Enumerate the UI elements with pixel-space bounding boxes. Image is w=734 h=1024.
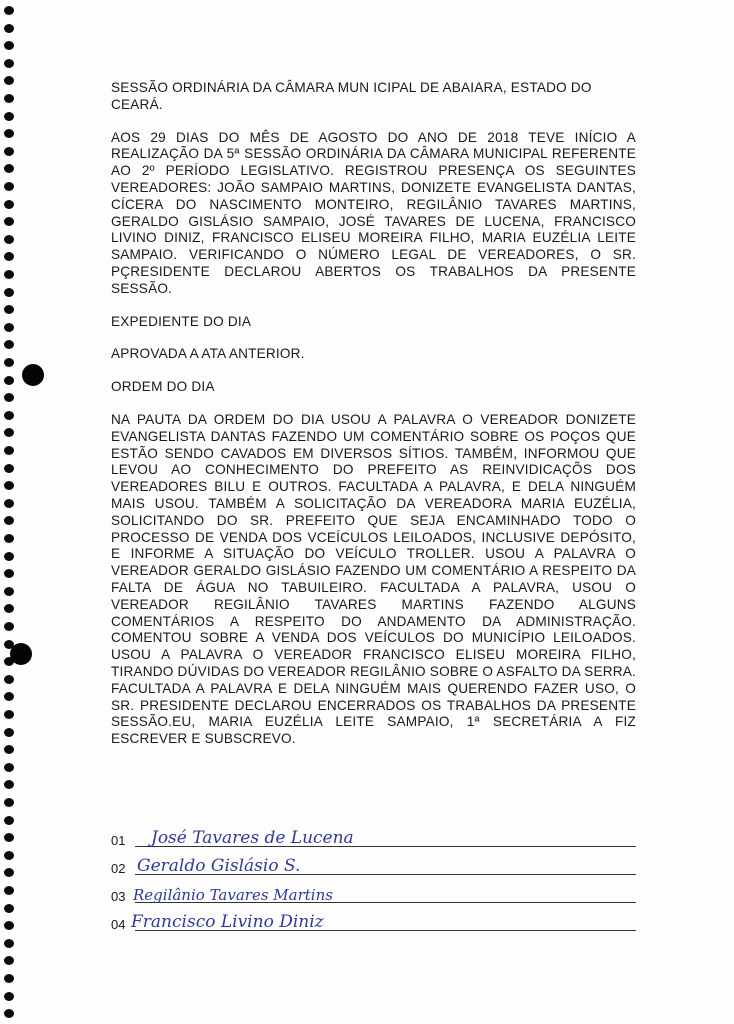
perforation-hole: [4, 868, 14, 877]
perforation-hole: [4, 112, 14, 121]
perforation-hole: [4, 76, 14, 85]
perforation-hole: [4, 428, 14, 437]
perforation-hole: [4, 217, 14, 226]
handwritten-signature: José Tavares de Lucena: [151, 828, 354, 848]
signature-row: [111, 906, 636, 934]
perforation-hole: [4, 182, 14, 191]
perforation-hole: [4, 728, 14, 737]
perforation-hole: [4, 358, 14, 367]
perforation-hole: [4, 499, 14, 508]
perforation-hole: [4, 956, 14, 965]
perforation-hole: [4, 252, 14, 261]
signature-number: 02: [111, 861, 126, 876]
perforation-hole: [4, 921, 14, 930]
perforation-hole: [4, 323, 14, 332]
perforation-hole: [4, 534, 14, 543]
perforation-hole: [4, 1009, 14, 1018]
signature-row: [111, 822, 636, 850]
expediente-heading: EXPEDIENTE DO DIA: [111, 313, 252, 329]
perforation-hole: [4, 992, 14, 1001]
document-body: [111, 80, 636, 764]
perforation-hole: [4, 816, 14, 825]
perforation-hole: [4, 763, 14, 772]
perforation-hole: [4, 851, 14, 860]
document-title: SESSÃO ORDINÁRIA DA CÂMARA MUN ICIPAL DE ABAIARA, ESTADO DO CEARÁ.: [111, 80, 592, 112]
perforation-hole: [4, 904, 14, 913]
perforation-hole: [4, 464, 14, 473]
signature-row: [111, 878, 636, 906]
perforation-hole: [4, 569, 14, 578]
perforation-hole: [4, 833, 14, 842]
signature-block: [111, 822, 636, 934]
perforation-hole: [4, 692, 14, 701]
perforation-hole: [4, 288, 14, 297]
perforation-hole: [4, 41, 14, 50]
handwritten-signature: Geraldo Gislásio S.: [137, 856, 301, 876]
signature-row: [111, 850, 636, 878]
perforation-hole: [4, 675, 14, 684]
perforation-hole: [4, 481, 14, 490]
perforation-hole: [4, 622, 14, 631]
perforation-hole: [4, 305, 14, 314]
signature-number: 01: [111, 833, 126, 848]
handwritten-signature: Francisco Livino Diniz: [131, 912, 324, 932]
perforation-hole: [4, 745, 14, 754]
signature-number: 04: [111, 917, 126, 932]
perforation-hole: [4, 200, 14, 209]
perforation-hole: [4, 340, 14, 349]
perforation-hole: [4, 6, 14, 15]
ordem-heading: ORDEM DO DIA: [111, 379, 215, 395]
perforation-hole: [4, 376, 14, 385]
perforation-hole: [4, 411, 14, 420]
perforation-hole: [4, 798, 14, 807]
perforation-hole: [4, 974, 14, 983]
perforation-hole: [4, 270, 14, 279]
perforation-hole: [4, 710, 14, 719]
perforation-hole: [4, 516, 14, 525]
perforation-hole: [4, 24, 14, 33]
perforation-hole: [4, 59, 14, 68]
signature-number: 03: [111, 889, 126, 904]
perforation-hole: [4, 886, 14, 895]
perforation-hole: [4, 604, 14, 613]
perforation-hole: [4, 164, 14, 173]
perforation-hole: [4, 587, 14, 596]
perforation-hole: [4, 780, 14, 789]
ordem-paragraph: NA PAUTA DA ORDEM DO DIA USOU A PALAVRA O VEREADOR DONIZETE EVANGELISTA DANTAS FAZENDO UM COMENTÁRIO SOBRE OS POÇOS QUE ESTÃO SENDO CAVADOS EM DIVERSOS SÍTIOS. TAMBÉM, INFORMOU QUE LEVOU AO CONHECIMENTO DO PREFEITO AS REINVIDICAÇÕS DOS VEREADORES BILU E OUTROS. FACULTADA A PALAVRA, E DELA NINGUÉM MAIS USOU. TAMBÉM A SOLICITAÇÃO DA VEREADORA MARIA EUZÉLIA, SOLICITANDO DO SR. PREFEITO QUE SEJA ENCAMINHADO TODO O PROCESSO DE VENDA DOS VCEÍCULOS LEILOADOS, INCLUSIVE DEPÓSITO, E INFORME A SITUAÇÃO DO VEÍCULO TROLLER. USOU A PALAVRA O VEREADOR GERALDO GISLÁSIO FAZENDO UM COMENTÁRIO A RESPEITO DA FALTA DE ÁGUA NO TABUILEIRO. FACULTADA A PALAVRA, USOU O VEREADOR REGILÂNIO TAVARES MARTINS FAZENDO ALGUNS COMENTÁRIOS A RESPEITO DO ANDAMENTO DA ADMINISTRAÇÃO. COMENTOU SOBRE A VENDA DOS VEÍCULOS DO MUNICÍPIO LEILOADOS. USOU A PALAVRA O VEREADOR FRANCISCO ELISEU MOREIRA FILHO, TIRANDO DÚVIDAS DO VEREADOR REGILÂNIO SOBRE O ASFALTO DA SERRA. FACULTADA A PALAVRA E DELA NINGUÉM MAIS QUERENDO FAZER USO, O SR. PRESIDENTE DECLAROU ENCERRADOS OS TRABALHOS DA PRESENTE SESSÃO.EU, MARIA EUZÉLIA LEITE SAMPAIO, 1ª SECRETÁRIA A FIZ ESCREVER E SUBSCREVO.: [111, 411, 636, 747]
perforation-hole: [4, 939, 14, 948]
opening-paragraph: AOS 29 DIAS DO MÊS DE AGOSTO DO ANO DE 2018 TEVE INÍCIO A REALIZAÇÃO DA 5ª SESSÃO ORDINÁRIA DA CÂMARA MUNICIPAL REFERENTE AO 2º PERÍODO LEGISLATIVO. REGISTROU PRESENÇA OS SEGUINTES VEREADORES: JOÃO SAMPAIO MARTINS, DONIZETE EVANGELISTA DANTAS, CÍCERA DO NASCIMENTO MONTEIRO, REGILÂNIO TAVARES MARTINS, GERALDO GISLÁSIO SAMPAIO, JOSÉ TAVARES DE LUCENA, FRANCISCO LIVINO DINIZ, FRANCISCO ELISEU MOREIRA FILHO, MARIA EUZÉLIA LEITE SAMPAIO. VERIFICANDO O NÚMERO LEGAL DE VEREADORES, O SR. PÇRESIDENTE DECLAROU ABERTOS OS TRABALHOS DA PRESENTE SESSÃO.: [111, 129, 636, 296]
binder-hole-bottom: [10, 643, 32, 665]
binder-hole-top: [22, 364, 44, 386]
ata-line: APROVADA A ATA ANTERIOR.: [111, 346, 305, 362]
perforation-hole: [4, 552, 14, 561]
perforation-hole: [4, 147, 14, 156]
perforation-strip: [0, 0, 22, 1024]
perforation-hole: [4, 129, 14, 138]
perforation-hole: [4, 235, 14, 244]
perforation-hole: [4, 94, 14, 103]
perforation-hole: [4, 446, 14, 455]
handwritten-signature: Regilânio Tavares Martins: [133, 886, 333, 904]
perforation-hole: [4, 393, 14, 402]
